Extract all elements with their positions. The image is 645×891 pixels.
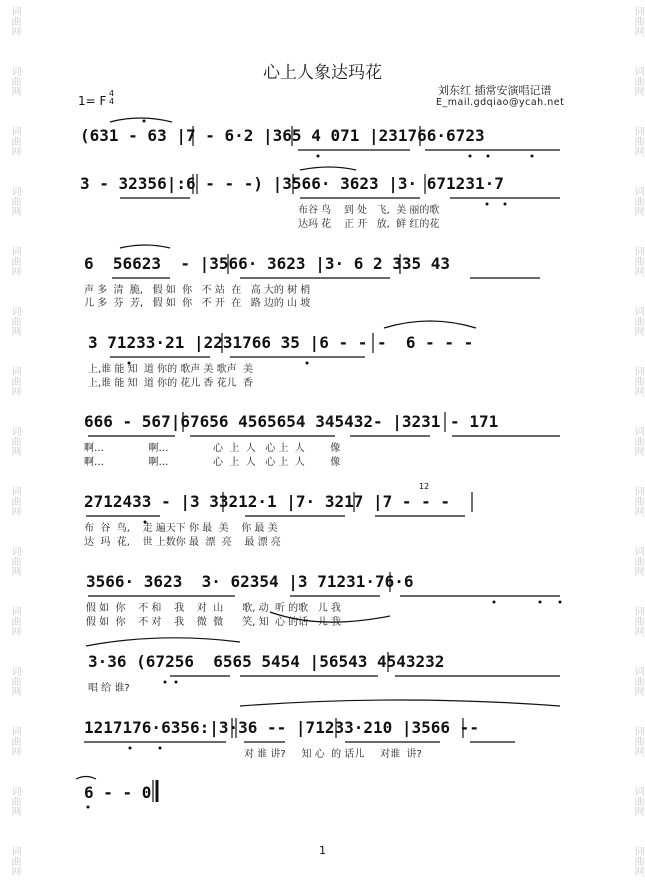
dot (159, 747, 162, 750)
notes-line-3: 6 56623 - |3566· 3623 |3· 6 2 335 43 (84, 254, 451, 273)
lyrics-line-4b: 上,谁 能 知 道 你的 花儿 香 花儿 香 (88, 378, 253, 389)
lyrics-line-5a: 啊… 啊… 心 上 人 心 上 人 像 (84, 443, 341, 454)
dot (531, 155, 534, 158)
notes-line-2: 3 - 32356|:6 - - -) |3566· 3623 |3· 671231·7 (80, 174, 504, 193)
lyrics-line-3b: 儿 多 芬 芳, 假 如 你 不 开 在 路 边的 山 坡 (84, 298, 311, 309)
dot (559, 601, 562, 604)
notes-line-4: 3 71233·21 |2231766 35 |6 - - - 6 - - - (88, 333, 474, 352)
watermark-text: 词曲网 (632, 186, 643, 216)
lyrics-line-7b: 假 如 你 不 对 我 微 微 笑, 知 心 的话 儿 我 (86, 617, 341, 628)
watermark-text: 词曲网 (632, 546, 643, 576)
dot (317, 155, 320, 158)
key-signature: 1= F (78, 94, 107, 108)
watermark-text: 词曲网 (9, 726, 20, 756)
lyrics-line-9a: 对 谁 讲? 知 心 的 话儿 对谁 讲? (244, 749, 422, 760)
notes-line-8: 3·36 (67256 6565 5454 |56543 4543232 (88, 652, 445, 671)
lyrics-line-6a: 布 谷 鸟, 走 遍天下 你 最 美 你 最 美 (84, 523, 278, 534)
slur (240, 700, 560, 706)
dot (306, 362, 309, 365)
watermark-text: 词曲网 (632, 6, 643, 36)
meter-top: 4 (109, 89, 115, 98)
notes-line-5: 666 - 567|67656 4565654 345432- |3231 - 171 (84, 412, 499, 431)
watermark-text: 词曲网 (9, 786, 20, 816)
slur (270, 612, 390, 622)
lyrics-line-7a: 假 如 你 不 和 我 对 山 歌, 动 听 的歌 儿 我 (86, 603, 341, 614)
slur (110, 118, 172, 122)
dot (164, 681, 167, 684)
watermark-text: 词曲网 (9, 366, 20, 396)
dot (469, 155, 472, 158)
watermark-text: 词曲网 (9, 6, 20, 36)
dot (486, 203, 489, 206)
dot (129, 747, 132, 750)
watermark-text: 词曲网 (632, 486, 643, 516)
page-number: 1 (319, 844, 326, 857)
watermark-text: 词曲网 (9, 606, 20, 636)
watermark-text: 词曲网 (632, 606, 643, 636)
credit-line: 刘东红 插常安演唱记谱 (438, 84, 552, 97)
watermark-text: 词曲网 (632, 246, 643, 276)
slur (86, 638, 240, 646)
watermark-text: 词曲网 (9, 66, 20, 96)
lyrics-line-4a: 上,谁 能 知 道 你的 歌声 美 歌声 美 (88, 364, 253, 375)
email-line: E_mail.gdqiao@ycah.net (436, 97, 565, 108)
lyrics-line-2a: 布谷 鸟 到 处 飞, 美 丽的歌 (298, 205, 440, 216)
dot (144, 521, 147, 524)
watermark-text: 词曲网 (9, 846, 20, 876)
lyrics-line-3a: 声 多 清 脆, 假 如 你 不 站 在 高 大的 树 梢 (84, 285, 311, 296)
notes-line-1: (631 - 63 |7 - 6·2 |365 4 071 |231766·6723 (80, 126, 485, 145)
watermark-text: 词曲网 (632, 666, 643, 696)
song-title: 心上人象达玛花 (263, 63, 382, 83)
slur (384, 321, 476, 328)
lyrics-line-8a: 唱 给 谁? (88, 683, 130, 694)
notes-line-7: 3566· 3623 3· 62354 |3 71231·76·6 (86, 572, 414, 591)
watermark-text: 词曲网 (632, 786, 643, 816)
watermark-text: 词曲网 (9, 186, 20, 216)
lyrics-line-5b: 啊… 啊… 心 上 人 心 上 人 像 (84, 457, 341, 468)
watermark-text: 词曲网 (9, 306, 20, 336)
watermark-text: 词曲网 (632, 726, 643, 756)
lyrics-line-6b: 达 玛 花, 世 上数你 最 漂 亮 最 漂 亮 (84, 537, 281, 548)
watermark-text: 词曲网 (632, 306, 643, 336)
watermark-text: 词曲网 (632, 66, 643, 96)
dot (128, 362, 131, 365)
meter-bottom: 4 (109, 97, 115, 106)
watermark-text: 词曲网 (9, 666, 20, 696)
annotation-12: 12 (419, 482, 430, 491)
dot (487, 155, 490, 158)
notes-line-6: 2712433 - |3 33212·1 |7· 3217 |7 - - - (84, 492, 451, 511)
watermark-text: 词曲网 (9, 486, 20, 516)
dot (493, 601, 496, 604)
slur (76, 777, 96, 780)
dot (504, 203, 507, 206)
notes-line-10: 6 - - 0 (84, 783, 152, 802)
dot (87, 806, 90, 809)
watermark-text: 词曲网 (632, 426, 643, 456)
watermark-text: 词曲网 (9, 426, 20, 456)
dot (143, 120, 146, 123)
slur (300, 167, 356, 170)
dot (539, 601, 542, 604)
watermark-text: 词曲网 (9, 126, 20, 156)
watermark-text: 词曲网 (632, 846, 643, 876)
watermark-text: 词曲网 (9, 246, 20, 276)
watermark-text: 词曲网 (632, 126, 643, 156)
notes-line-9: 1217176·6356:|3·36 -- |71233·210 |3566 -- (84, 718, 479, 737)
watermark-text: 词曲网 (632, 366, 643, 396)
dot (175, 681, 178, 684)
lyrics-line-2b: 达玛 花 正 开 放, 鲜 红的花 (298, 219, 440, 230)
watermark-text: 词曲网 (9, 546, 20, 576)
slur (120, 245, 170, 248)
